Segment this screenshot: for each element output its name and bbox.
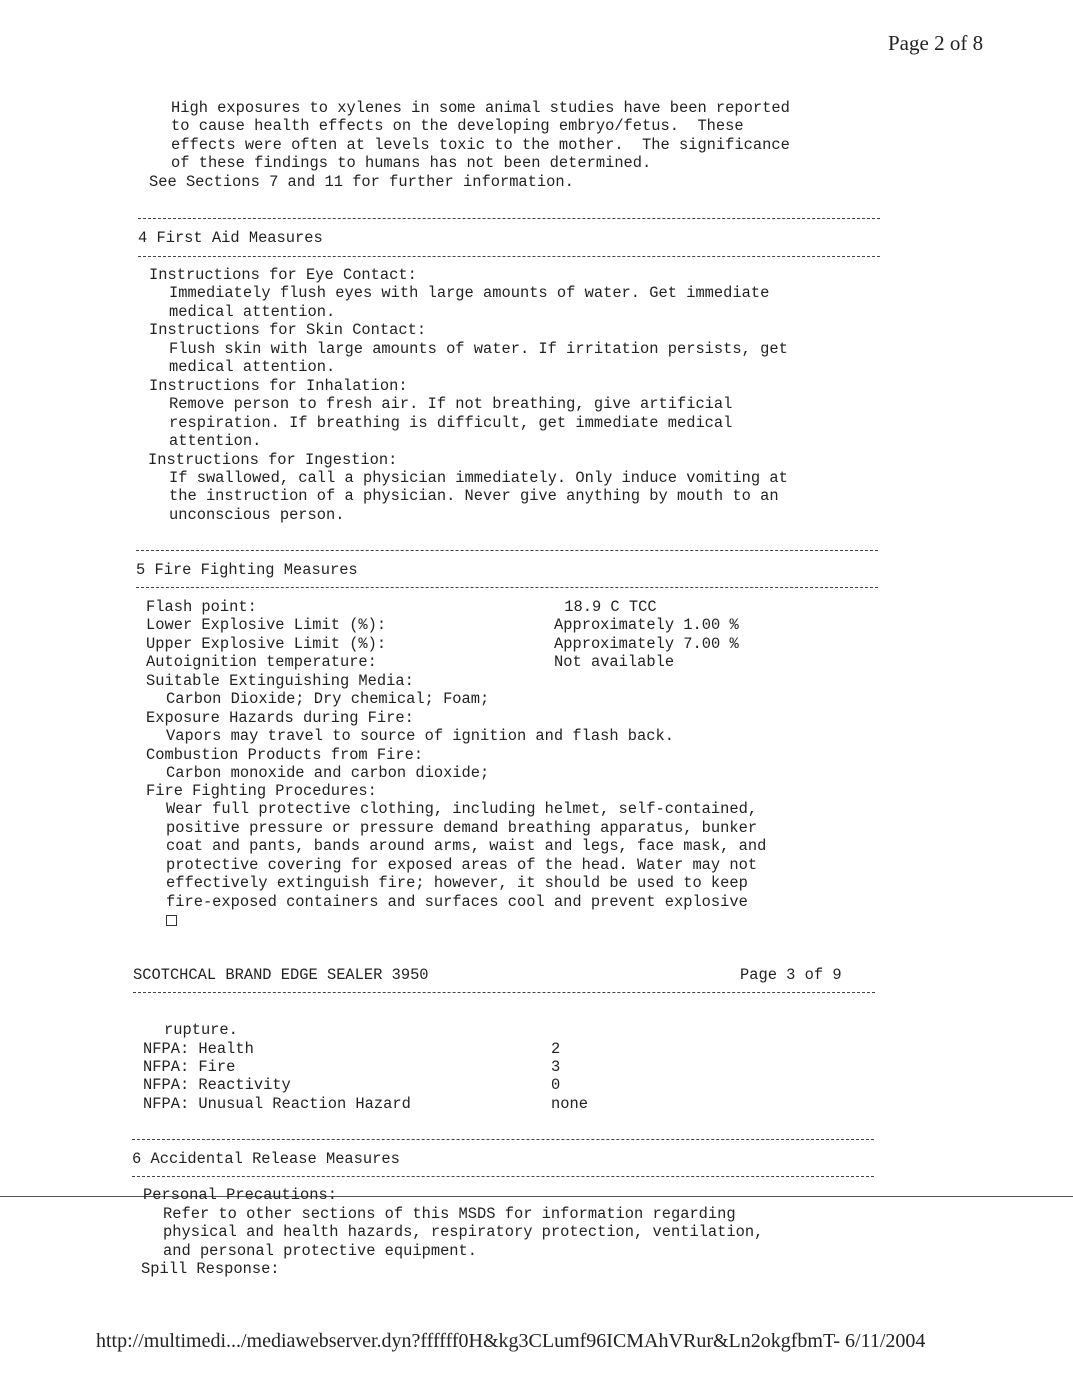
first-aid-text: attention. bbox=[169, 432, 262, 450]
fire-heading: Combustion Products from Fire: bbox=[146, 746, 424, 764]
section-divider bbox=[138, 256, 880, 257]
release-heading: Spill Response: bbox=[141, 1260, 280, 1278]
release-text: and personal protective equipment. bbox=[163, 1242, 478, 1260]
first-aid-text: medical attention. bbox=[169, 358, 336, 376]
section-6-title: 6 Accidental Release Measures bbox=[132, 1150, 400, 1168]
fire-text: Wear full protective clothing, including helmet, self-contained, bbox=[166, 800, 758, 818]
property-label: Flash point: bbox=[146, 598, 257, 616]
property-label: Autoignition temperature: bbox=[146, 653, 377, 671]
continuation-text: rupture. bbox=[164, 1021, 238, 1039]
page-number-header: Page 2 of 8 bbox=[888, 31, 984, 55]
fire-text: fire-exposed containers and surfaces cool and prevent explosive bbox=[166, 893, 748, 911]
intro-line: High exposures to xylenes in some animal studies have been reported bbox=[171, 99, 790, 117]
section-divider bbox=[133, 992, 875, 993]
fire-heading: Suitable Extinguishing Media: bbox=[146, 672, 414, 690]
fire-text: coat and pants, bands around arms, waist and legs, face mask, and bbox=[166, 837, 767, 855]
section-4-title: 4 First Aid Measures bbox=[138, 229, 323, 247]
fire-heading: Exposure Hazards during Fire: bbox=[146, 709, 414, 727]
fire-text: protective covering for exposed areas of the head. Water may not bbox=[166, 856, 758, 874]
nfpa-label: NFPA: Fire bbox=[143, 1058, 236, 1076]
release-text: physical and health hazards, respiratory protection, ventilation, bbox=[163, 1223, 764, 1241]
first-aid-text: unconscious person. bbox=[169, 506, 345, 524]
intro-line: of these findings to humans has not been determined. bbox=[171, 154, 652, 172]
first-aid-text: If swallowed, call a physician immediately. Only induce vomiting at bbox=[169, 469, 788, 487]
first-aid-heading: Instructions for Ingestion: bbox=[148, 451, 398, 469]
fire-heading: Fire Fighting Procedures: bbox=[146, 782, 377, 800]
property-value: Approximately 1.00 % bbox=[554, 616, 739, 634]
first-aid-text: respiration. If breathing is difficult, get immediate medical bbox=[169, 414, 733, 432]
nfpa-value: 0 bbox=[551, 1076, 561, 1094]
first-aid-text: Immediately flush eyes with large amounts of water. Get immediate bbox=[169, 284, 770, 302]
box-glyph-icon bbox=[166, 915, 177, 926]
release-text: Refer to other sections of this MSDS for information regarding bbox=[163, 1205, 736, 1223]
section-5-title: 5 Fire Fighting Measures bbox=[136, 561, 358, 579]
first-aid-heading: Instructions for Inhalation: bbox=[149, 377, 408, 395]
first-aid-heading: Instructions for Skin Contact: bbox=[149, 321, 427, 339]
first-aid-heading: Instructions for Eye Contact: bbox=[149, 266, 417, 284]
nfpa-label: NFPA: Reactivity bbox=[143, 1076, 291, 1094]
nfpa-value: 3 bbox=[551, 1058, 561, 1076]
fire-text: Carbon monoxide and carbon dioxide; bbox=[166, 764, 490, 782]
property-label: Lower Explosive Limit (%): bbox=[146, 616, 387, 634]
nfpa-label: NFPA: Health bbox=[143, 1040, 254, 1058]
intro-line: to cause health effects on the developing embryo/fetus. These bbox=[171, 117, 744, 135]
property-value: 18.9 C TCC bbox=[555, 598, 657, 616]
nfpa-value: none bbox=[551, 1095, 588, 1113]
fire-text: Vapors may travel to source of ignition and flash back. bbox=[166, 727, 674, 745]
print-footer bbox=[96, 1330, 925, 1353]
first-aid-text: Flush skin with large amounts of water. If irritation persists, get bbox=[169, 340, 788, 358]
section-divider bbox=[136, 550, 878, 551]
first-aid-text: the instruction of a physician. Never give anything by mouth to an bbox=[169, 487, 779, 505]
intro-line: effects were often at levels toxic to the mother. The significance bbox=[171, 136, 790, 154]
fire-text: effectively extinguish fire; however, it should be used to keep bbox=[166, 874, 748, 892]
document-page-number: Page 3 of 9 bbox=[740, 966, 842, 984]
fire-text: positive pressure or pressure demand breathing apparatus, bunker bbox=[166, 819, 758, 837]
nfpa-value: 2 bbox=[551, 1040, 561, 1058]
first-aid-text: Remove person to fresh air. If not breathing, give artificial bbox=[169, 395, 733, 413]
section-divider bbox=[136, 587, 878, 588]
property-value: Not available bbox=[554, 653, 675, 671]
section-divider bbox=[132, 1139, 874, 1140]
property-value: Approximately 7.00 % bbox=[554, 635, 739, 653]
source-url: http://multimedi.../mediawebserver.dyn?ffffff0H&kg3CLumf96ICMAhVRur&Ln2okgfbmT- bbox=[96, 1330, 841, 1352]
product-name: SCOTCHCAL BRAND EDGE SEALER 3950 bbox=[133, 966, 429, 984]
print-date: 6/11/2004 bbox=[845, 1330, 926, 1352]
fire-text: Carbon Dioxide; Dry chemical; Foam; bbox=[166, 690, 490, 708]
section-divider bbox=[138, 218, 880, 219]
property-label: Upper Explosive Limit (%): bbox=[146, 635, 387, 653]
nfpa-label: NFPA: Unusual Reaction Hazard bbox=[143, 1095, 411, 1113]
release-heading: Personal Precautions: bbox=[143, 1186, 337, 1204]
section-divider bbox=[132, 1176, 874, 1177]
see-also-note: See Sections 7 and 11 for further information. bbox=[149, 173, 574, 191]
first-aid-text: medical attention. bbox=[169, 303, 336, 321]
